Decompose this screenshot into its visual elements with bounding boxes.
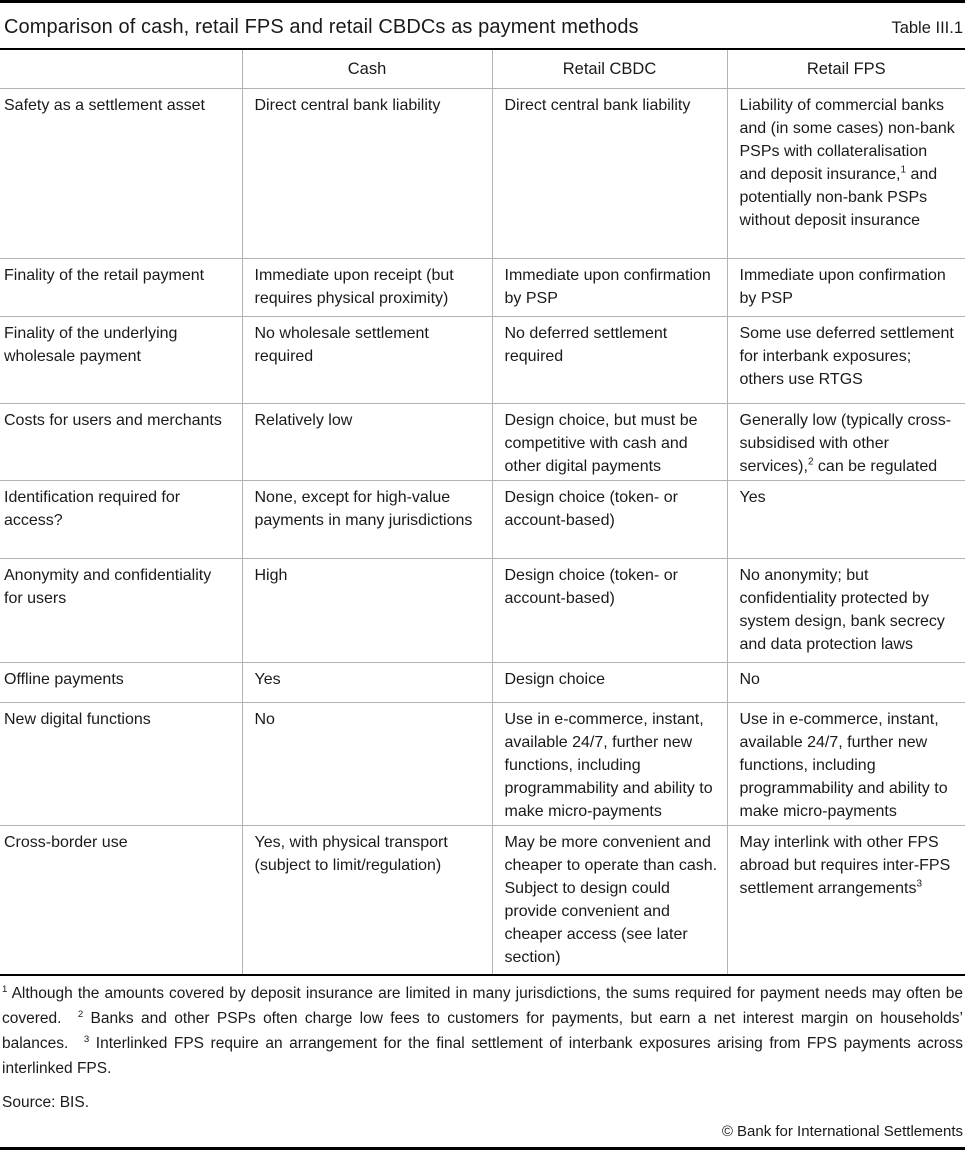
comparison-table (0, 48, 965, 976)
table-row (0, 259, 965, 317)
table-title: Comparison of cash, retail FPS and retail CBDCs as payment methods (4, 16, 639, 38)
source-line: Source: BIS. (2, 1093, 90, 1111)
table-row (0, 826, 965, 975)
row-label: Finality of the retail payment (0, 259, 242, 317)
cell-cash: No wholesale settlement required (242, 317, 492, 404)
cell-cash: No (242, 703, 492, 826)
footnote: $^3$ Interlinked FPS require an arrangement for the final settlement of interbank exposures arising from FPS payments across interlinked FPS. (2, 1033, 963, 1077)
footnote: $^1$ Although the amounts covered by deposit insurance are limited in many jurisdictions, the sums required for payment needs may often be covered. (2, 983, 963, 1027)
cell-retail-fps: Immediate upon confirmation by PSP (727, 259, 965, 317)
cell-retail-cbdc: Design choice, but must be competitive with cash and other digital payments (492, 404, 727, 481)
table-row (0, 404, 965, 481)
row-label: New digital functions (0, 703, 242, 826)
cell-retail-fps: No anonymity; but confidentiality protected by system design, bank secrecy and data protection laws (727, 559, 965, 663)
column-header-blank (0, 49, 242, 89)
cell-retail-fps: Liability of commercial banks and (in some cases) non-bank PSPs with collateralisation and deposit insurance,$^1$ and potentially non-bank PSPs without deposit insurance (727, 89, 965, 259)
table-row (0, 703, 965, 826)
cell-retail-cbdc: Direct central bank liability (492, 89, 727, 259)
table-body (0, 89, 965, 975)
cell-retail-cbdc: May be more convenient and cheaper to operate than cash. Subject to design could provide convenient and cheaper access (see later section) (492, 826, 727, 975)
copyright-line: © Bank for International Settlements (721, 1122, 963, 1140)
cell-retail-cbdc: Use in e-commerce, instant, available 24/7, further new functions, including programmability and ability to make micro-payments (492, 703, 727, 826)
table-row (0, 481, 965, 559)
table-row (0, 663, 965, 703)
cell-cash: High (242, 559, 492, 663)
cell-retail-fps: Generally low (typically cross-subsidised with other services),$^2$ can be regulated (727, 404, 965, 481)
cell-cash: Yes, with physical transport (subject to limit/regulation) (242, 826, 492, 975)
cell-retail-cbdc: Design choice (token- or account-based) (492, 559, 727, 663)
cell-retail-cbdc: Design choice (492, 663, 727, 703)
row-label: Safety as a settlement asset (4, 97, 205, 114)
cell-retail-fps: No (727, 663, 965, 703)
cell-cash: Relatively low (242, 404, 492, 481)
title-row (0, 3, 965, 48)
cell-retail-cbdc: No deferred settlement required (492, 317, 727, 404)
row-label: Costs for users and merchants (0, 404, 242, 481)
cell-cash: None, except for high-value payments in many jurisdictions (242, 481, 492, 559)
cell-retail-fps: Use in e-commerce, instant, available 24/7, further new functions, including programmability and ability to make micro-payments (727, 703, 965, 826)
cell-retail-fps: Yes (727, 481, 965, 559)
table-number: Table III.1 (891, 19, 963, 37)
column-header-retail-fps: Retail FPS (727, 49, 965, 89)
column-header-row (0, 49, 965, 89)
row-label: Cross-border use (0, 826, 242, 975)
cell-cash: Immediate upon receipt (but requires physical proximity) (242, 259, 492, 317)
row-label: Offline payments (0, 663, 242, 703)
column-header-retail-cbdc: Retail CBDC (492, 49, 727, 89)
bottom-rule (0, 1147, 965, 1150)
cell-retail-fps: May interlink with other FPS abroad but requires inter-FPS settlement arrangements$^3$ (727, 826, 965, 975)
cell-cash: Yes (242, 663, 492, 703)
table-row (0, 559, 965, 663)
cell-retail-cbdc: Design choice (token- or account-based) (492, 481, 727, 559)
row-label: Identification required for access? (0, 481, 242, 559)
table-row (0, 89, 965, 259)
column-header-cash: Cash (242, 49, 492, 89)
footnotes (2, 981, 963, 1081)
footnote: $^2$ Banks and other PSPs often charge low fees to customers for payments, but earn a net interest margin on households’ balances. (2, 1008, 963, 1052)
table-row (0, 317, 965, 404)
cell-cash: Direct central bank liability (242, 89, 492, 259)
row-label: Finality of the underlying wholesale payment (0, 317, 242, 404)
cell-retail-fps: Some use deferred settlement for interbank exposures; others use RTGS (727, 317, 965, 404)
cell-retail-cbdc: Immediate upon confirmation by PSP (492, 259, 727, 317)
row-label: Anonymity and confidentiality for users (0, 559, 242, 663)
